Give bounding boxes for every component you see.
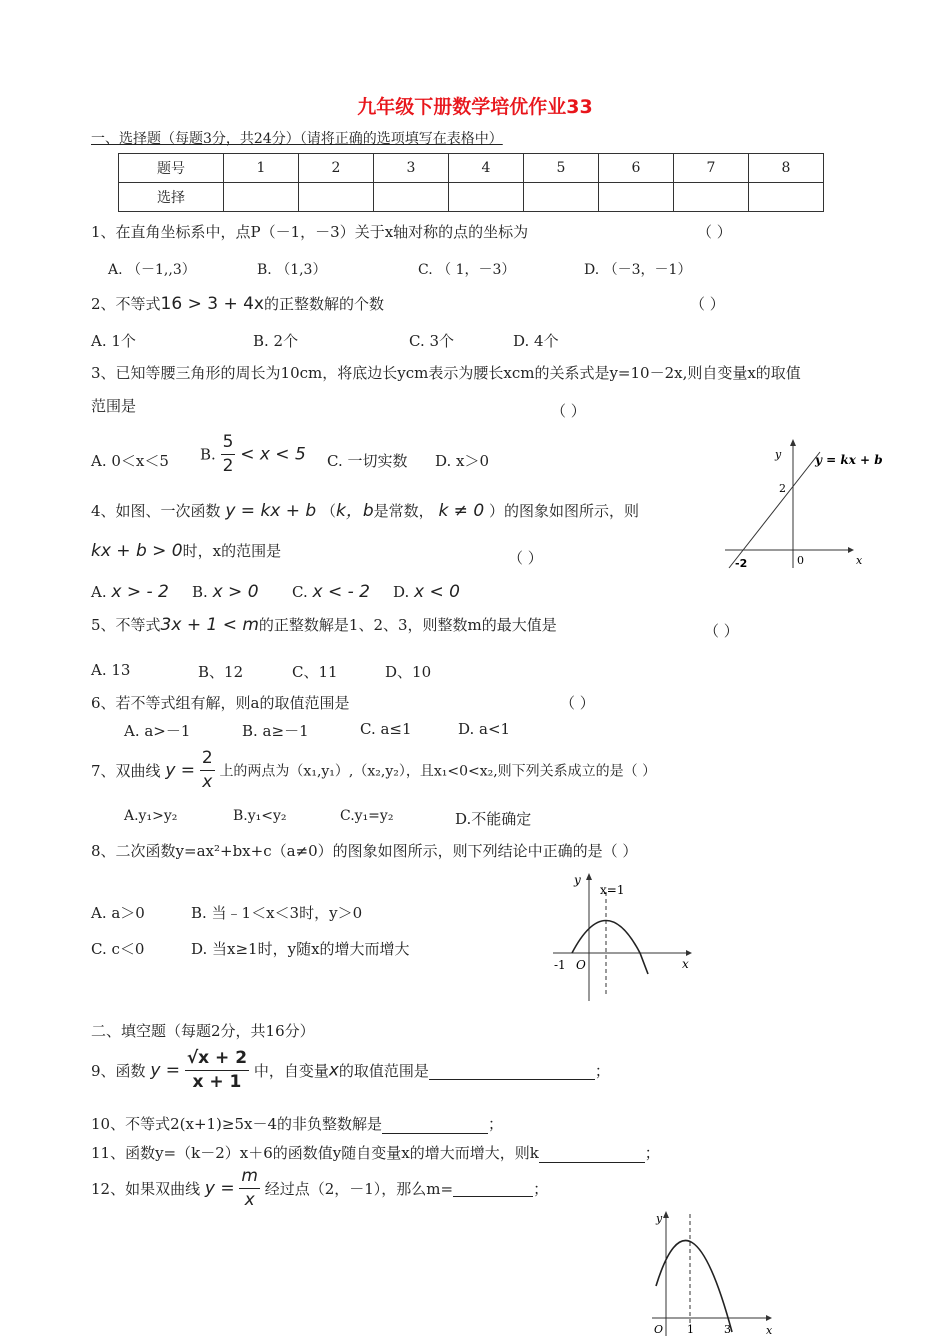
question-3-option-d: D. x＞0 [435,452,490,470]
symmetry-axis-label: x=1 [600,883,625,897]
answer-cell[interactable] [674,183,749,212]
quadratic-function-graph [548,868,698,1004]
origin-label: O [654,1323,664,1336]
x-axis-arrow [848,547,854,553]
question-6-option-b: B. a≥－1 [242,722,309,740]
y-axis-arrow [790,439,796,446]
question-10-stem: 10、不等式2(x+1)≥5x－4的非负整数解是 ； [91,1115,504,1133]
answer-cell[interactable] [749,183,824,212]
question-7-option-d: D.不能确定 [455,810,532,828]
fraction: $\frac{m}{x}$ [241,1166,258,1210]
y-axis-label: y [656,1212,663,1225]
question-2-option-d: D. 4个 [513,332,559,350]
tick-3-label: 3 [724,1323,731,1336]
question-2-paren: （ ） [690,295,725,313]
fraction: $\frac{5}{2}$ [222,432,234,476]
answer-cell[interactable] [449,183,524,212]
question-4-option-c: C. x < - 2 [292,582,370,602]
question-2-option-b: B. 2个 [253,332,299,350]
function-label: y = kx + b [815,453,883,467]
question-2-option-a: A. 1个 [91,332,136,350]
table-cell: 6 [599,154,674,183]
question-10-blank[interactable] [382,1117,488,1134]
question-6-option-d: D. a<1 [458,720,511,738]
question-3-stem-line1: 3、已知等腰三角形的周长为10cm，将底边长ycm表示为腰长xcm的关系式是y=10－2x,则自变量x的取值 [91,364,801,382]
question-5-option-a: A. 13 [91,661,131,679]
answer-cell[interactable] [599,183,674,212]
question-4-stem: 4、如图、一次函数 y = kx + b （k，b是常数， k ≠ 0 ）的图象如图所示，则 [91,501,639,521]
question-4-option-b: B. x > 0 [192,582,259,602]
section-fill-heading: 二、填空题（每题2分，共16分） [91,1022,315,1040]
fraction: $\frac{2}{x}$ [201,748,213,792]
question-5-stem: 5、不等式3x + 1 < m的正整数解是1、2、3，则整数m的最大值是 [91,615,557,635]
x-axis-label: x [682,957,689,971]
question-3-paren: （ ） [551,402,586,420]
question-5-option-d: D、10 [385,663,432,681]
question-11-blank[interactable] [539,1146,645,1163]
question-3-option-a: A. 0＜x＜5 [91,452,169,470]
table-cell: 8 [749,154,824,183]
answer-cell[interactable] [374,183,449,212]
question-7-option-b: B.y₁<y₂ [233,808,287,824]
y-axis-arrow [586,873,592,880]
question-3-stem-line2: 范围是 [91,397,137,415]
origin-label: O [576,958,586,972]
question-6-paren: （ ） [560,694,595,712]
answer-cell[interactable] [224,183,299,212]
question-2-math: 16 > 3 + 4x [160,294,264,314]
bottom-parabola-graph [648,1206,778,1340]
answer-cell[interactable] [524,183,599,212]
question-8-stem: 8、二次函数y=ax²+bx+c（a≠0）的图象如图所示，则下列结论中正确的是（ ） [91,842,638,860]
question-8-option-b: B. 当﹣1＜x＜3时，y＞0 [191,904,363,922]
x-intercept-label: -2 [735,557,748,570]
y-axis-label: y [775,448,782,461]
question-2-option-c: C. 3个 [409,332,455,350]
neg-one-tick: -1 [554,958,566,972]
x-axis-label: x [856,554,863,567]
question-1-option-d: D. （－3，－1） [584,262,692,278]
question-9-stem: 9、函数 y = $\frac{√x + 2}{x + 1}$ 中，自变量x的取值范围是 ； [91,1048,610,1092]
table-cell: 3 [374,154,449,183]
table-cell: 5 [524,154,599,183]
question-5-paren: （ ） [704,622,739,640]
question-6-option-c: C. a≤1 [360,720,412,738]
table-cell: 2 [299,154,374,183]
question-5-option-c: C、11 [292,663,338,681]
question-1-stem: 1、在直角坐标系中，点P（－1，－3）关于x轴对称的点的坐标为 [91,223,529,241]
table-cell: 4 [449,154,524,183]
table-cell: 1 [224,154,299,183]
question-4-paren: （ ） [508,549,543,567]
question-3-option-b: B. $\frac{5}{2}$ < x < 5 [200,432,306,476]
question-4-option-a: A. x > - 2 [91,582,169,602]
question-11-stem: 11、函数y=（k－2）x＋6的函数值y随自变量x的增大而增大，则k ； [91,1144,660,1162]
table-cell: 7 [674,154,749,183]
function-line [729,452,820,568]
table-head-number: 题号 [119,154,224,183]
y-axis-arrow [663,1211,669,1218]
question-7-option-c: C.y₁=y₂ [340,808,394,824]
table-row [119,154,824,183]
answer-table [118,153,824,212]
question-4-option-d: D. x < 0 [393,582,460,602]
question-1-paren: （ ） [697,223,732,241]
linear-function-graph [720,436,883,576]
table-head-choice: 选择 [119,183,224,212]
answer-cell[interactable] [299,183,374,212]
origin-label: 0 [797,554,804,567]
table-row [119,183,824,212]
x-axis-label: x [766,1324,773,1337]
question-1-option-a: A. （－1,,3） [108,262,196,278]
y-intercept-label: 2 [779,482,786,495]
page-title: 九年级下册数学培优作业33 [357,96,593,118]
question-8-option-d: D. 当x≥1时，y随x的增大而增大 [191,940,410,958]
section-choice-heading: 一、选择题（每题3分，共24分）（请将正确的选项填写在表格中） [91,131,503,147]
question-12-stem: 12、如果双曲线 y = $\frac{m}{x}$ 经过点（2，－1），那么m= ； [91,1166,549,1210]
question-7-stem: 7、双曲线 y = $\frac{2}{x}$ 上的两点为（x₁,y₁）,（x₂,y₂），且x₁<0<x₂,则下列关系成立的是（ ） [91,748,657,792]
question-9-blank[interactable] [429,1061,595,1080]
question-7-option-a: A.y₁>y₂ [124,808,178,824]
fraction: $\frac{√x + 2}{x + 1}$ [186,1048,248,1092]
question-2-stem: 2、不等式16 > 3 + 4x的正整数解的个数 [91,294,384,314]
question-8-option-a: A. a＞0 [91,904,145,922]
question-1-option-c: C. （ 1，－3） [418,262,516,278]
question-8-option-c: C. c＜0 [91,940,145,958]
question-3-option-c: C. 一切实数 [327,452,408,470]
question-6-stem: 6、若不等式组有解，则a的取值范围是 [91,694,350,712]
x-axis-arrow [686,950,692,956]
question-5-option-b: B、12 [198,663,244,681]
y-axis-label: y [574,873,581,887]
question-1-option-b: B. （1,3） [257,262,327,278]
question-6-option-a: A. a>－1 [124,722,191,740]
tick-1-label: 1 [687,1323,694,1336]
question-4-stem-line2: kx + b > 0时，x的范围是 [91,541,282,561]
x-axis-arrow [766,1315,772,1321]
question-12-blank[interactable] [453,1180,533,1197]
